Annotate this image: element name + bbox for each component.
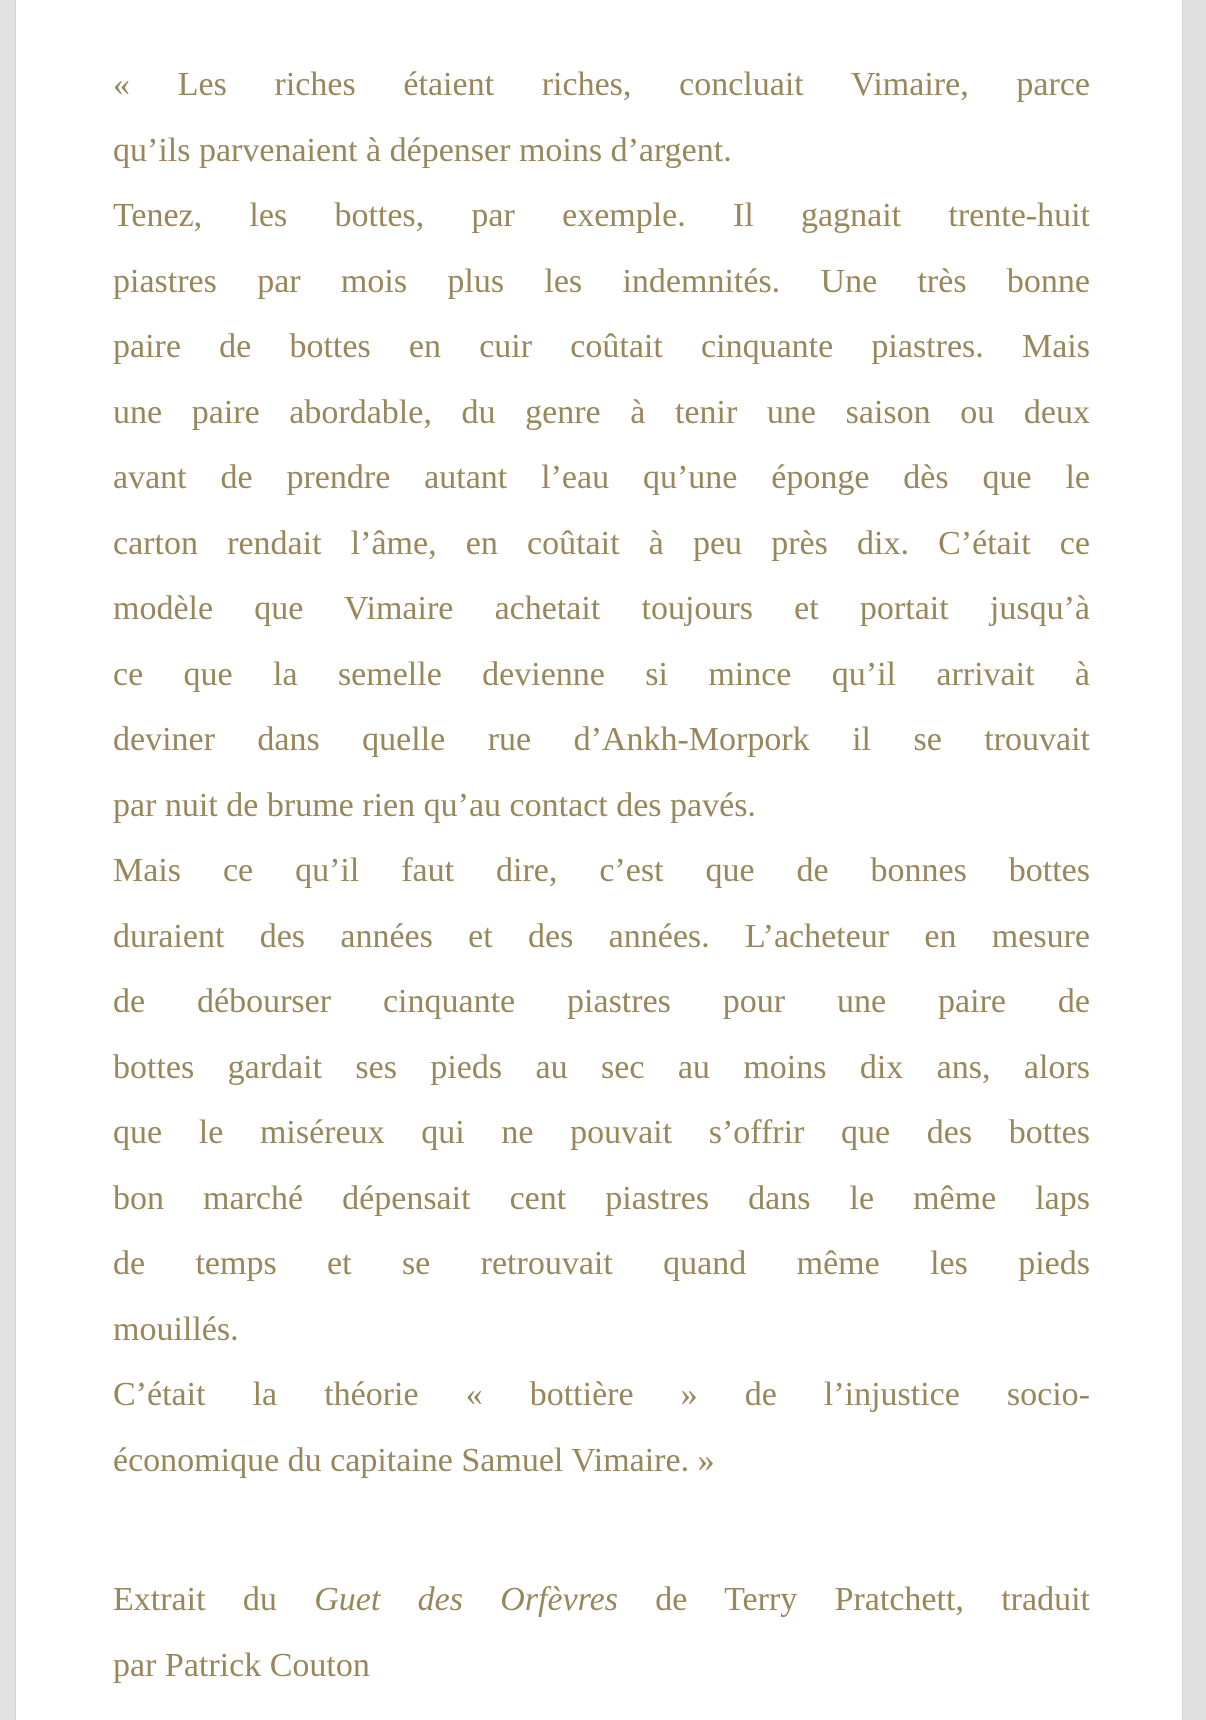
left-page-edge [0,0,16,1720]
text-line: de débourser cinquante piastres pour une paire de [113,983,1090,1020]
text-line: mouillés. [113,1310,239,1348]
text-line: économique du capitaine Samuel Vimaire. » [113,1441,715,1479]
excerpt-paragraphs [113,52,1090,1493]
text-line: paire de bottes en cuir coûtait cinquante piastres. Mais [113,328,1090,365]
attribution-prefix: Extrait du [113,1581,315,1618]
text-line: Mais ce qu’il faut dire, c’est que de bonnes bottes [113,852,1090,889]
paragraph [113,183,1090,838]
text-line: par Patrick Couton [113,1646,370,1684]
text-line: C’était la théorie « bottière » de l’injustice socio- [113,1376,1090,1413]
text-line: qu’ils parvenaient à dépenser moins d’argent. [113,131,732,169]
right-page-edge [1182,0,1206,1720]
text-line [113,1567,1090,1633]
text-line: piastres par mois plus les indemnités. Une très bonne [113,262,1090,300]
text-line: carton rendait l’âme, en coûtait à peu près dix. C’était ce [113,524,1090,562]
text-line: duraient des années et des années. L’acheteur en mesure [113,917,1090,955]
text-line: par nuit de brume rien qu’au contact des pavés. [113,786,756,824]
attribution-suffix: de Terry Pratchett, traduit [617,1581,1090,1618]
attribution-paragraph [113,1567,1090,1698]
paragraph [113,52,1090,183]
text-line: ce que la semelle devienne si mince qu’il arrivait à [113,655,1090,693]
text-line: de temps et se retrouvait quand même les pieds [113,1245,1090,1282]
text-line: deviner dans quelle rue d’Ankh-Morpork il se trouvait [113,721,1090,758]
text-line: que le miséreux qui ne pouvait s’offrir que des bottes [113,1114,1090,1151]
text-line: bon marché dépensait cent piastres dans le même laps [113,1179,1090,1217]
text-line: bottes gardait ses pieds au sec au moins dix ans, alors [113,1048,1090,1086]
paragraph [113,838,1090,1362]
text-line: « Les riches étaient riches, concluait Vimaire, parce [113,66,1090,103]
page-text [113,52,1090,1698]
text-line: Tenez, les bottes, par exemple. Il gagnait trente-huit [113,197,1090,234]
book-title: Guet des Orfèvres [314,1581,618,1618]
text-line: modèle que Vimaire achetait toujours et portait jusqu’à [113,590,1090,627]
text-line: avant de prendre autant l’eau qu’une éponge dès que le [113,459,1090,496]
paragraph [113,1362,1090,1493]
text-line: une paire abordable, du genre à tenir une saison ou deux [113,393,1090,431]
